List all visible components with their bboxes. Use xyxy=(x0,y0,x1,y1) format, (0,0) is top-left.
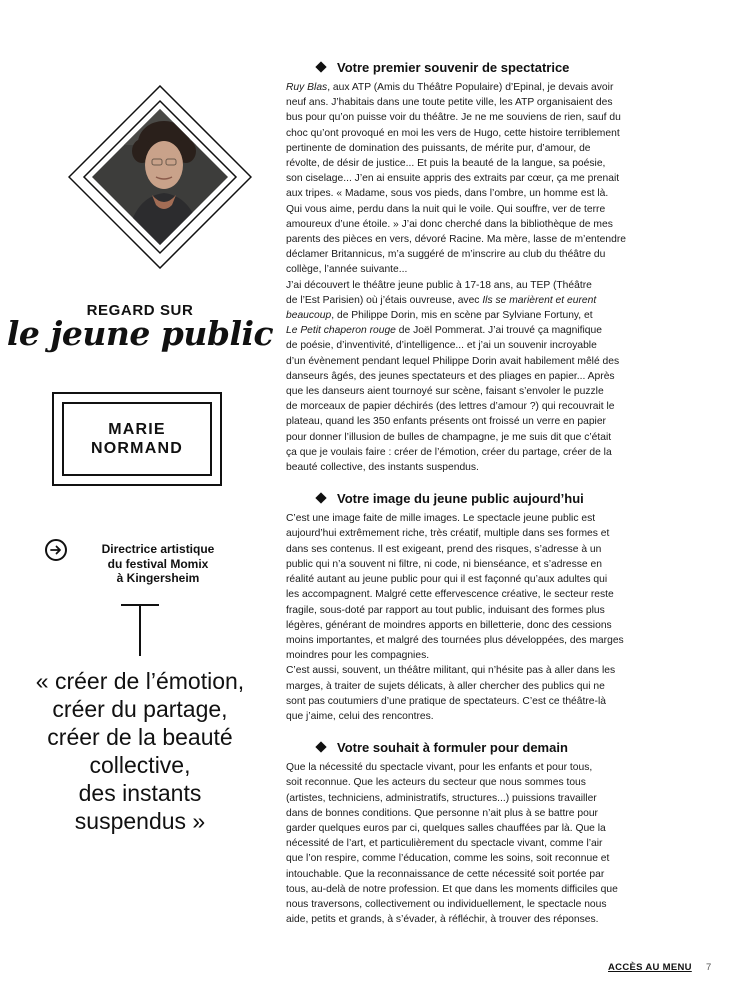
role-line: Directrice artistique xyxy=(101,542,215,556)
interview-column xyxy=(286,58,726,927)
body-line: moindres pour les compagnies. xyxy=(286,650,430,662)
role-line: à Kingersheim xyxy=(116,571,200,585)
body-line: aide, petits et grands, à s’évader, à réfléchir, à trouver des réponses. xyxy=(286,914,599,926)
body-line: tous, au-delà de notre profession. Et que dans les moments difficiles que xyxy=(286,883,618,895)
menu-access-link[interactable]: ACCÈS AU MENU xyxy=(608,962,692,973)
body-line: choc qu’ont provoqué en moi les vers de Hugo, cette histoire terriblement xyxy=(286,127,620,139)
body-line: aujourd’hui extrêmement riche, très créatif, multiple dans ses formes et xyxy=(286,528,610,540)
body-line: parents des pièces en vers, dévoré Racine. Ma mère, lasse de m’entendre xyxy=(286,234,626,246)
section-body xyxy=(286,80,726,475)
t-divider-stem xyxy=(139,604,141,656)
body-line: dans de bonnes conditions. Que personne n’ait plus à se battre pour xyxy=(286,807,598,819)
name-box xyxy=(52,392,222,486)
diamond-bullet-icon xyxy=(315,493,326,504)
body-line: les accompagnent. Malgré cette effervescence créative, le secteur reste xyxy=(286,589,614,601)
quote-line: collective, xyxy=(89,752,191,778)
body-line: de poésie, d’inventivité, d’intelligence... et j’ai un souvenir incroyable xyxy=(286,340,597,352)
arrow-right-circle-icon xyxy=(45,539,67,561)
section-title-text: Votre premier souvenir de spectatrice xyxy=(337,59,570,75)
body-line: garder quelques euros par ci, quelques salles chauffées par là. Que la xyxy=(286,822,606,834)
role-line: du festival Momix xyxy=(107,556,209,571)
diamond-bullet-icon xyxy=(315,741,326,752)
body-line: C’est aussi, souvent, un théâtre militant, qui n’hésite pas à aller dans les xyxy=(286,665,616,677)
interview-section xyxy=(286,738,726,927)
body-line: déclamer Britannicus, m’a suggéré de m’inscrire au club du théâtre du xyxy=(286,249,606,261)
body-line: collège, l’année suivante... xyxy=(286,264,408,276)
section-body xyxy=(286,511,726,724)
body-line: sont pas coutumiers d’une pratique de spectateurs. C’est ce théâtre-là xyxy=(286,695,606,707)
body-line: réalité autant au jeune public pour qui il est façonné qu’aux adultes qui xyxy=(286,574,608,586)
body-line: Le Petit chaperon rouge de Joël Pommerat. J’ai trouvé ça magnifique xyxy=(286,325,602,337)
quote-line: des instants xyxy=(78,780,202,806)
body-line: que l’on respire, comme l’éducation, comme les soins, soit reconnue et xyxy=(286,853,610,865)
quote-line: suspendus » xyxy=(74,808,206,834)
name-first: MARIE xyxy=(108,421,166,438)
section-title xyxy=(286,489,726,507)
body-line: Qui vous aime, perdu dans la nuit qui le voile. Qui souffre, ver de terre xyxy=(286,203,606,215)
section-title-text: Votre image du jeune public aujourd’hui xyxy=(337,490,584,506)
body-line: marges, à traiter de sujets délicats, à aller chercher des publics qui ne xyxy=(286,680,605,692)
left-column xyxy=(0,0,280,996)
body-line: public qui n’a souvent ni filtre, ni code, ni bienséance, et s’adresse en xyxy=(286,558,602,570)
page-number: 7 xyxy=(706,962,712,973)
body-line: pertinente de domination des puissants, de mérite pur, d’amour, de xyxy=(286,142,591,154)
body-line: que les danseurs aient tournoyé sur scène, faisant s’envoler le puzzle xyxy=(286,386,604,398)
body-line: amoureux d’une étoile. » J’ai donc cherché dans la bibliothèque de mes xyxy=(286,218,613,230)
body-line: Que la nécessité du spectacle vivant, pour les enfants et pour tous, xyxy=(286,762,593,774)
body-line: Ruy Blas, aux ATP (Amis du Théâtre Populaire) d’Epinal, je devais avoir xyxy=(286,82,614,93)
name-box-inner xyxy=(62,402,212,476)
body-line: pour donner l’illusion de bulles de champagne, je me suis dit que c’était xyxy=(286,431,612,443)
name-last: NORMAND xyxy=(91,440,183,457)
body-line: J’ai découvert le théâtre jeune public à 17-18 ans, au TEP (Théâtre xyxy=(286,279,592,291)
body-line: moins importantes, et malgré des tournées plus développées, des marges xyxy=(286,634,624,646)
body-line: aux tripes. « Madame, sous vos pieds, dans l’ombre, un homme est là. xyxy=(286,188,609,200)
section-title xyxy=(286,58,726,76)
script-title: le jeune public xyxy=(6,314,274,353)
body-line: beaucoup, de Philippe Dorin, mis en scène par Sylviane Fortuny, et xyxy=(286,310,593,322)
body-line: C’est une image faite de mille images. Le spectacle jeune public est xyxy=(286,513,596,525)
pull-quote xyxy=(10,667,270,835)
body-line: ça que je voulais faire : créer de l’émotion, créer du partage, créer de la xyxy=(286,446,612,458)
body-line: d’un évènement pendant lequel Philippe Dorin avait habilement mêlé des xyxy=(286,355,620,367)
body-line: intouchable. Que la reconnaissance de cette nécessité soit portée par xyxy=(286,868,605,880)
body-line: légères, générant de moindres apports en billetterie, donc des cessions xyxy=(286,619,612,631)
body-line: de morceaux de papier déchirés (des lettres d’amour ?) qui recouvrait le xyxy=(286,401,615,413)
portrait-photo xyxy=(68,85,252,269)
body-line: beauté collective, des instants suspendus. xyxy=(286,462,479,474)
body-line: dans ses contenus. Il est exigeant, prend des risques, s’adresse à un xyxy=(286,543,602,555)
body-line: neuf ans. J’habitais dans une toute petite ville, les ATP organisaient des xyxy=(286,97,613,109)
body-line: de l’Est Parisien) où j’étais ouvreuse, avec Ils se marièrent et eurent xyxy=(286,294,597,306)
body-line: bus pour qu’on puisse voir du théâtre. Je ne me souviens de rien, sauf du xyxy=(286,112,621,124)
body-line: danseurs âgés, des jeunes spectateurs et des pliages en papier... Après xyxy=(286,370,615,382)
section-title-text: Votre souhait à formuler pour demain xyxy=(337,739,568,755)
interview-section xyxy=(286,489,726,724)
quote-line: « créer de l’émotion, xyxy=(35,668,245,694)
role-text xyxy=(73,542,243,586)
section-body xyxy=(286,760,726,927)
body-line: son ciselage... J’en ai ensuite appris des extraits par cœur, ça me prenait xyxy=(286,173,620,185)
diamond-bullet-icon xyxy=(315,61,326,72)
body-line: plateau, quand les 350 enfants présents ont froissé un verre en papier xyxy=(286,416,606,428)
quote-line: créer du partage, xyxy=(52,696,228,722)
section-title xyxy=(286,738,726,756)
quote-line: créer de la beauté xyxy=(47,724,233,750)
body-line: nous traversons, collectivement ou individuellement, le spectacle nous xyxy=(286,898,607,910)
kicker-label: REGARD SUR xyxy=(86,302,194,319)
body-line: fragile, sous-doté par rapport au tout public, induisant des formes plus xyxy=(286,604,605,616)
interview-section xyxy=(286,58,726,475)
body-line: nécessité de l’art, et particulièrement du spectacle vivant, comme l’air xyxy=(286,838,603,850)
body-line: soit reconnue. Que les acteurs du secteur que nous sommes tous xyxy=(286,777,586,789)
body-line: (artistes, techniciens, administratifs, structures...) puissions travailler xyxy=(286,792,597,804)
body-line: que j’aime, celui des rencontres. xyxy=(286,710,434,722)
body-line: révolte, de désir de justice... Et puis la beauté de la langue, sa poésie, xyxy=(286,158,606,170)
